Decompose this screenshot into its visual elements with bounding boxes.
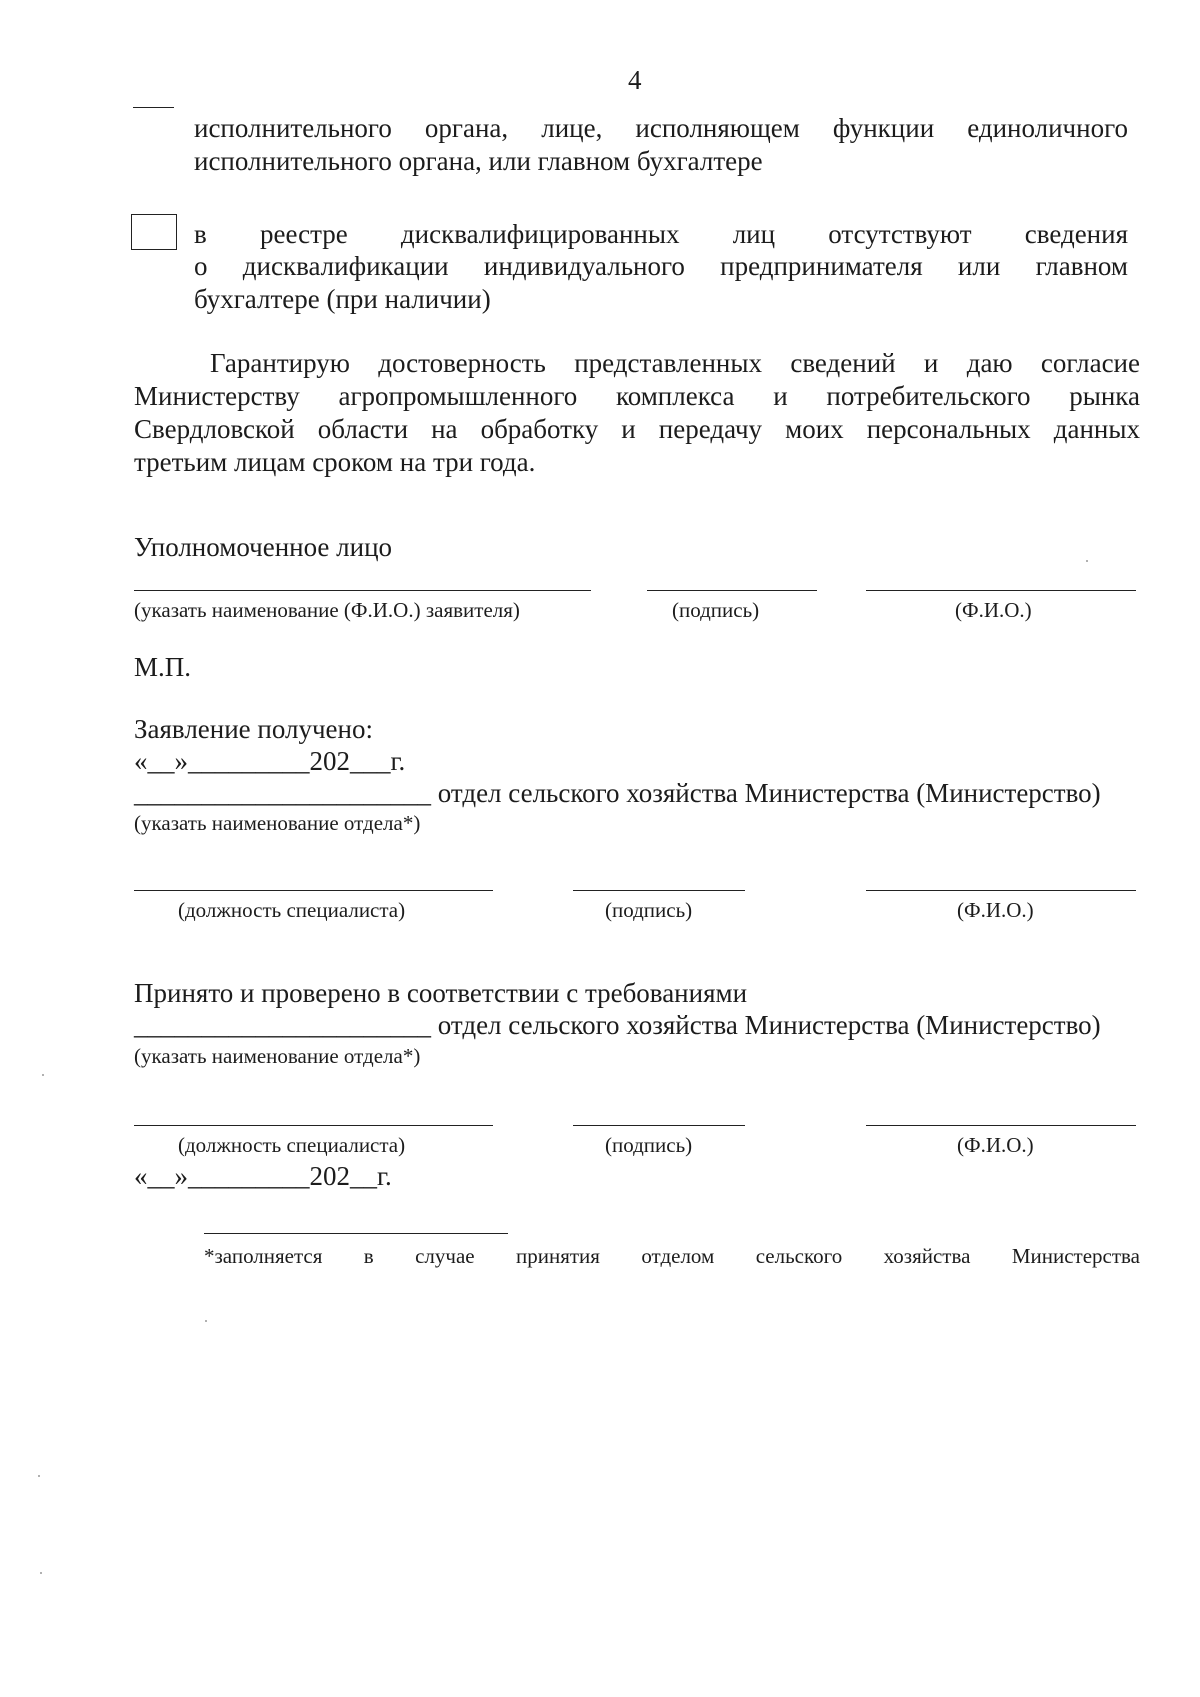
received-dept-caption: (указать наименование отдела*) xyxy=(134,811,421,835)
received-fio-line[interactable] xyxy=(866,890,1136,891)
received-position-line[interactable] xyxy=(134,890,493,891)
accepted-fio-line[interactable] xyxy=(866,1125,1136,1126)
guarantee-line1: Гарантирую достоверность представленных сведений и даю согласие xyxy=(210,348,1140,378)
scan-speck xyxy=(42,1074,44,1076)
applicant-name-line[interactable] xyxy=(134,590,591,591)
accepted-title: Принято и проверено в соответствии с требованиями xyxy=(134,978,748,1008)
checkbox-fragment-line xyxy=(133,107,174,108)
received-dept-line[interactable]: ______________________ отдел сельского хозяйства Министерства (Министерство) xyxy=(134,778,1101,808)
scan-speck xyxy=(205,1320,207,1322)
stamp-label: М.П. xyxy=(134,652,192,682)
received-signature-line[interactable] xyxy=(573,890,745,891)
footnote-separator xyxy=(204,1233,508,1234)
accepted-dept-line[interactable]: ______________________ отдел сельского хозяйства Министерства (Министерство) xyxy=(134,1010,1101,1040)
signature-line[interactable] xyxy=(647,590,817,591)
scan-speck xyxy=(38,1475,40,1477)
guarantee-line3: Свердловской области на обработку и передачу моих персональных данных xyxy=(134,414,1140,444)
received-title: Заявление получено: xyxy=(134,714,373,744)
signature-caption: (подпись) xyxy=(672,598,760,622)
accepted-signature-caption: (подпись) xyxy=(605,1133,693,1157)
scan-speck xyxy=(40,1572,42,1574)
applicant-name-caption: (указать наименование (Ф.И.О.) заявителя) xyxy=(134,598,520,622)
accepted-dept-caption: (указать наименование отдела*) xyxy=(134,1044,421,1068)
accepted-position-line[interactable] xyxy=(134,1125,493,1126)
received-signature-caption: (подпись) xyxy=(605,898,693,922)
received-position-caption: (должность специалиста) xyxy=(178,898,406,922)
scan-speck xyxy=(1086,560,1088,562)
block2-line1: в реестре дисквалифицированных лиц отсутствуют сведения xyxy=(194,219,1128,249)
guarantee-line2: Министерству агропромышленного комплекса и потребительского рынка xyxy=(134,381,1140,411)
accepted-signature-line[interactable] xyxy=(573,1125,745,1126)
block1-line2: исполнительного органа, или главном бухгалтере xyxy=(194,146,763,176)
footnote: *заполняется в случае принятия отделом сельского хозяйства Министерства xyxy=(204,1244,1140,1268)
block1-line1: исполнительного органа, лице, исполняющем функции единоличного xyxy=(194,113,1128,143)
block2-line2: о дисквалификации индивидуального предпринимателя или главном xyxy=(194,251,1128,281)
accepted-position-caption: (должность специалиста) xyxy=(178,1133,406,1157)
fio-line[interactable] xyxy=(866,590,1136,591)
accepted-fio-caption: (Ф.И.О.) xyxy=(957,1133,1034,1157)
guarantee-line4: третьим лицам сроком на три года. xyxy=(134,447,536,477)
page-number: 4 xyxy=(628,65,642,95)
received-date-line[interactable]: «__»_________202___г. xyxy=(134,746,406,776)
accepted-date-line[interactable]: «__»_________202__г. xyxy=(134,1161,392,1191)
authorized-title: Уполномоченное лицо xyxy=(134,532,393,562)
fio-caption: (Ф.И.О.) xyxy=(955,598,1032,622)
block2-line3: бухгалтере (при наличии) xyxy=(194,284,491,314)
received-fio-caption: (Ф.И.О.) xyxy=(957,898,1034,922)
checkbox[interactable] xyxy=(131,214,177,250)
